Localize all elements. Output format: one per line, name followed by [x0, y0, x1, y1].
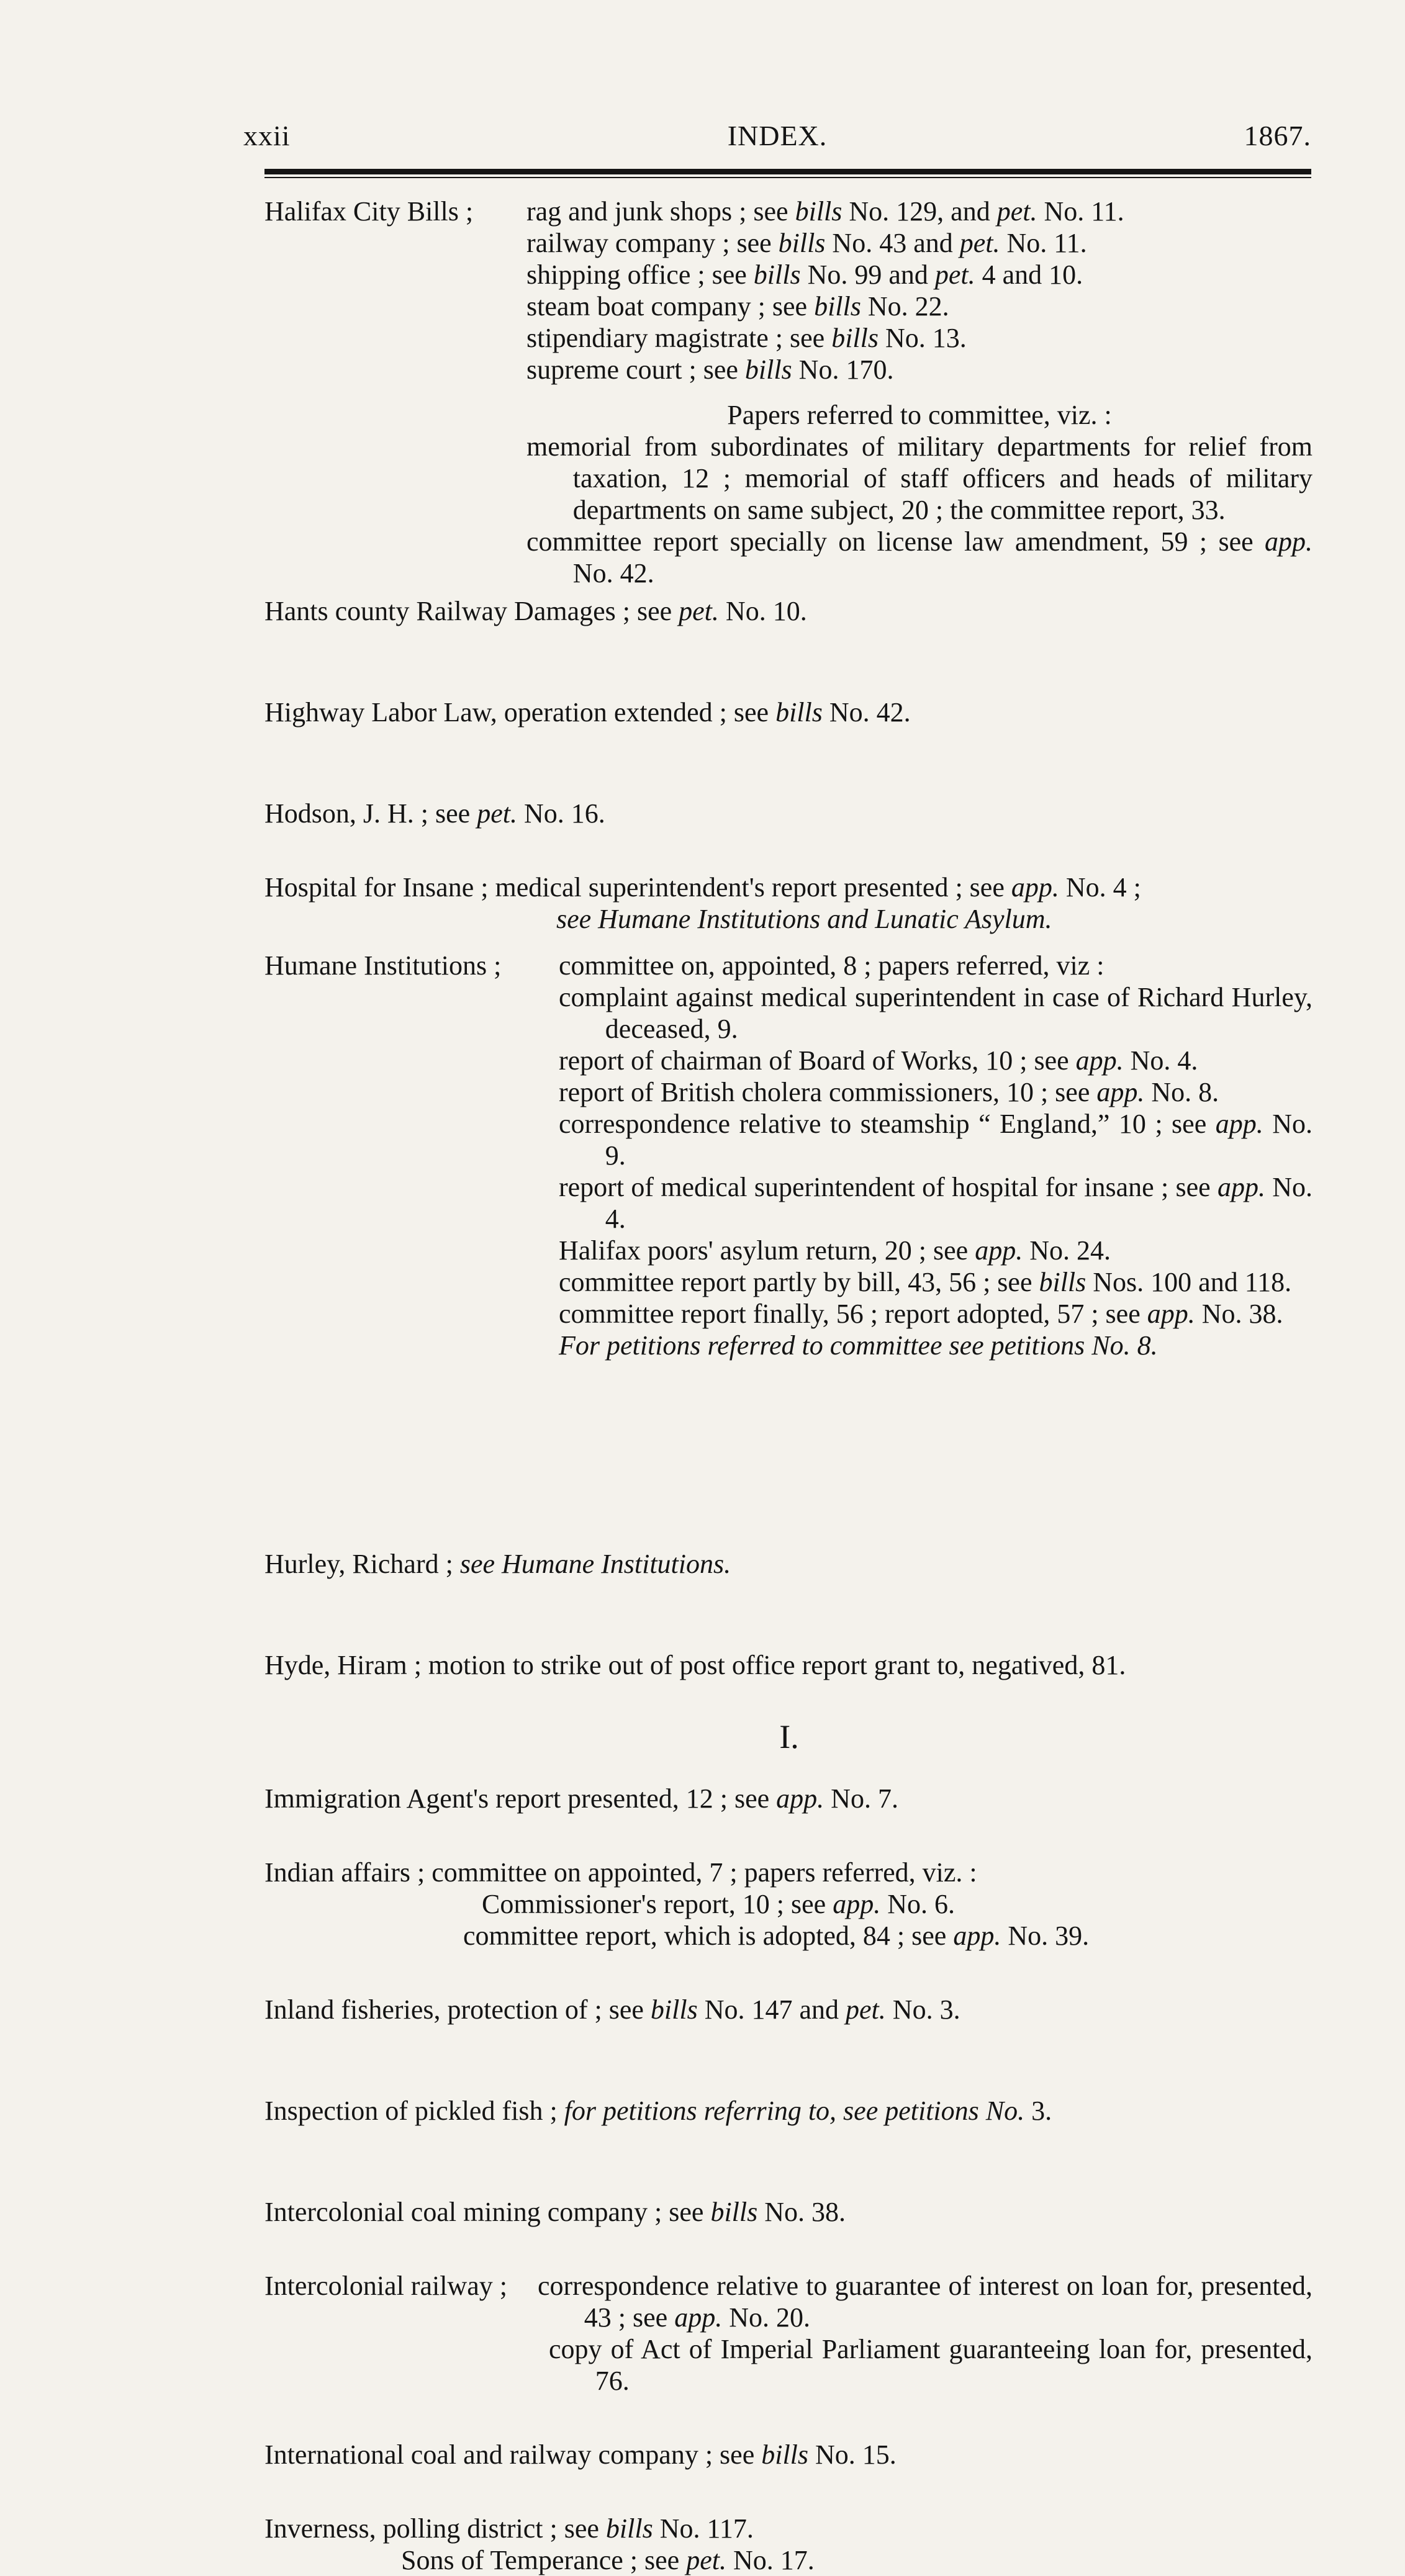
entry-international-coal: International coal and railway company ; see bills No. 15.: [264, 2439, 897, 2470]
entry-inverness: Inverness, polling district ; see bills No. 117. Sons of Temperance ; see pet. No. 17.: [264, 2513, 1314, 2576]
entry-inspection-pickled-fish: Inspection of pickled fish ; for petitions referring to, see petitions No. 3.: [264, 2096, 1052, 2126]
subitem-shipping-office: shipping office ; see bills No. 99 and pet. 4 and 10.: [526, 259, 1083, 290]
subitem-supreme-court: supreme court ; see bills No. 170.: [526, 354, 894, 385]
entry-hodson: Hodson, J. H. ; see pet. No. 16.: [264, 798, 605, 829]
page-title: INDEX.: [727, 120, 828, 151]
running-head: [243, 113, 1311, 163]
subitem-railway-company: railway company ; see bills No. 43 and pet. No. 11.: [526, 228, 1087, 258]
subitem-committee-appointed: committee on, appointed, 8 ; papers referred, viz :: [559, 950, 1105, 981]
entry-subitems: [559, 950, 1312, 1361]
subitem-complaint: complaint against medical superintendent in case of Richard Hurley, deceased, 9.: [559, 982, 1312, 1044]
entry-humane-institutions: [264, 950, 1314, 1521]
hospital-see-also: see Humane Institutions and Lunatic Asylum.: [556, 904, 1052, 934]
header-rule-thick: [264, 169, 1311, 174]
entry-heading: Intercolonial railway ;: [264, 2271, 507, 2301]
subitem-imperial-act: copy of Act of Imperial Parliament guaranteeing loan for, presented, 76.: [549, 2334, 1312, 2396]
subitem-report-partly: committee report partly by bill, 43, 56 ; see bills Nos. 100 and 118.: [559, 1267, 1292, 1297]
entry-intercolonial-railway: [264, 2270, 1314, 2397]
section-letter-i: I.: [779, 1718, 799, 1755]
entry-hospital-insane: Hospital for Insane ; medical superintendent's report presented ; see app. No. 4 ; see Humane Institutions and Lunatic Asylum.: [264, 871, 1314, 935]
header-rule-thin: [264, 177, 1311, 178]
page-number: xxii: [243, 120, 291, 151]
entry-halifax-city-bills: [264, 196, 1314, 588]
entry-highway-labor: Highway Labor Law, operation extended ; see bills No. 42.: [264, 697, 911, 727]
entry-hurley: Hurley, Richard ; see Humane Institutions.: [264, 1549, 731, 1579]
entry-subitems: [538, 2270, 1312, 2397]
subitem-cholera-report: report of British cholera commissioners, 10 ; see app. No. 8.: [559, 1077, 1219, 1107]
subitem-guarantee-correspondence: correspondence relative to guarantee of interest on loan for, presented, 43 ; see app. No. 20.: [538, 2271, 1312, 2333]
entry-indian-affairs: Indian affairs ; committee on appointed, 7 ; papers referred, viz. : Commissioner's report, 10 ; see app. No. 6. committee report, which is adopted, 84 ; see app. No. 39.: [264, 1857, 1314, 1952]
subitem-petitions-note: For petitions referred to committee see petitions No. 8.: [559, 1330, 1158, 1361]
entry-hyde: Hyde, Hiram ; motion to strike out of post office report grant to, negatived, 81.: [264, 1650, 1126, 1680]
subitem-poors-asylum: Halifax poors' asylum return, 20 ; see app. No. 24.: [559, 1235, 1111, 1266]
entry-subitems: [526, 196, 1312, 589]
entry-heading: Humane Institutions ;: [264, 950, 502, 981]
subitem-sons-of-temperance: Sons of Temperance ; see pet. No. 17.: [401, 2545, 815, 2575]
subitem-license-law: committee report specially on license law amendment, 59 ; see app. No. 42.: [526, 526, 1313, 588]
entry-immigration: Immigration Agent's report presented, 12 ; see app. No. 7.: [264, 1783, 898, 1814]
subitem-steamship-england: correspondence relative to steamship “ England,” 10 ; see app. No. 9.: [559, 1109, 1313, 1171]
subitem-stipendiary: stipendiary magistrate ; see bills No. 13.: [526, 323, 967, 353]
subitem-commissioner: Commissioner's report, 10 ; see app. No. 6.: [482, 1889, 955, 1919]
entry-intercolonial-coal: Intercolonial coal mining company ; see bills No. 38.: [264, 2197, 846, 2227]
subitem-steam-boat: steam boat company ; see bills No. 22.: [526, 291, 949, 322]
entry-heading: Halifax City Bills ;: [264, 196, 474, 227]
subitem-rag-junk: rag and junk shops ; see bills No. 129, and pet. No. 11.: [526, 196, 1124, 227]
year: 1867.: [1244, 120, 1311, 151]
papers-referred-heading: Papers referred to committee, viz. :: [727, 400, 1112, 430]
entry-hants-county: Hants county Railway Damages ; see pet. No. 10.: [264, 596, 807, 626]
index-entries: [264, 196, 1314, 2576]
entry-inland-fisheries: Inland fisheries, protection of ; see bills No. 147 and pet. No. 3.: [264, 1994, 960, 2025]
subitem-indian-committee-report: committee report, which is adopted, 84 ; see app. No. 39.: [463, 1921, 1090, 1951]
subitem-chairman-report: report of chairman of Board of Works, 10 ; see app. No. 4.: [559, 1045, 1198, 1076]
subitem-memorial: memorial from subordinates of military departments for relief from taxation, 12 ; memorial of staff officers and heads of military departments on same subject, 20 ; the committee report, 33.: [526, 431, 1312, 525]
subitem-hospital-report: report of medical superintendent of hospital for insane ; see app. No. 4.: [559, 1172, 1313, 1234]
subitem-report-finally: committee report finally, 56 ; report adopted, 57 ; see app. No. 38.: [559, 1299, 1283, 1329]
